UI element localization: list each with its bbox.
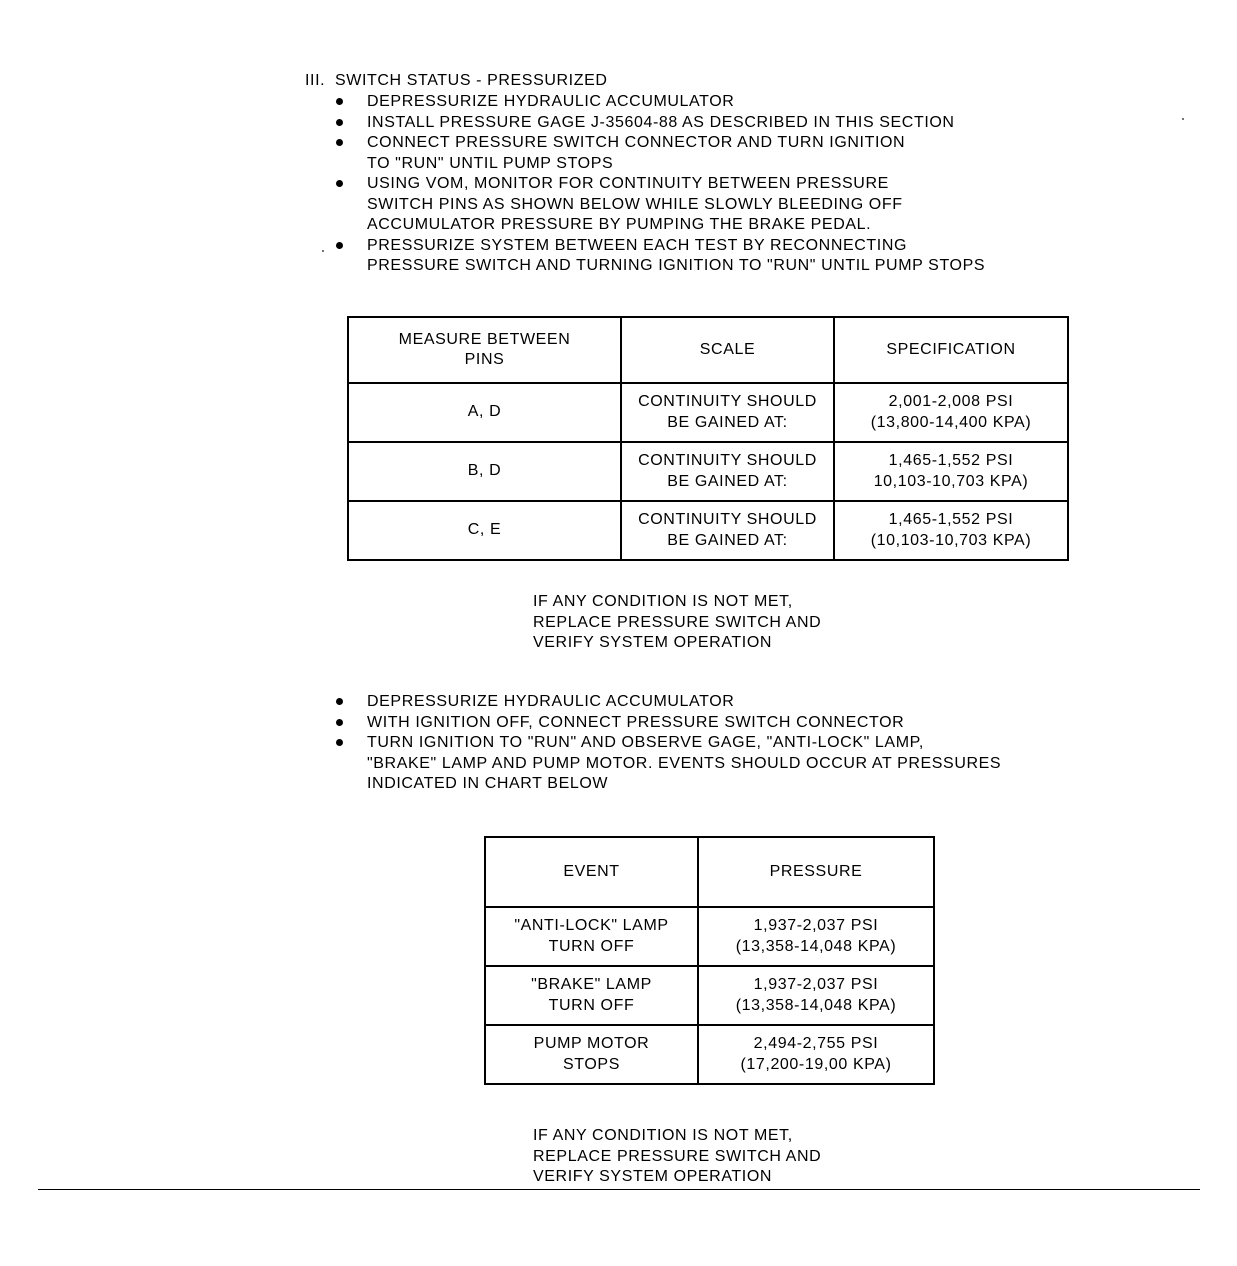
table-cell: CONTINUITY SHOULD BE GAINED AT: (621, 442, 834, 501)
table-cell: CONTINUITY SHOULD BE GAINED AT: (621, 383, 834, 442)
table-cell: C, E (348, 501, 621, 560)
step-text-line: PRESSURIZE SYSTEM BETWEEN EACH TEST BY RECONNECTING (367, 236, 908, 254)
scan-speck (322, 250, 324, 252)
step-text-line: INSTALL PRESSURE GAGE J-35604-88 AS DESCRIBED IN THIS SECTION (367, 113, 955, 131)
step-text-line: SWITCH PINS AS SHOWN BELOW WHILE SLOWLY BLEEDING OFF (367, 195, 903, 213)
list-item (336, 133, 985, 174)
section-title: SWITCH STATUS - PRESSURIZED (335, 72, 608, 89)
table-row (485, 1025, 934, 1084)
list-item (336, 113, 985, 134)
step-text-line: DEPRESSURIZE HYDRAULIC ACCUMULATOR (367, 693, 735, 710)
list-item (336, 236, 985, 277)
step-text-line: TO "RUN" UNTIL PUMP STOPS (367, 154, 614, 172)
pin-continuity-table (347, 316, 1069, 561)
table-cell: 1,937-2,037 PSI (13,358-14,048 KPA) (698, 907, 934, 966)
table-row (348, 383, 1068, 442)
column-header-event: EVENT (485, 837, 698, 907)
section-heading (305, 72, 608, 90)
table-cell: 1,465-1,552 PSI 10,103-10,703 KPA) (834, 442, 1068, 501)
table-row (485, 907, 934, 966)
procedure-steps-1 (336, 92, 985, 277)
table-cell: CONTINUITY SHOULD BE GAINED AT: (621, 501, 834, 560)
table-row (348, 442, 1068, 501)
bullet-icon (336, 242, 343, 249)
column-header-measure: MEASURE BETWEEN PINS (348, 317, 621, 383)
step-text-line: DEPRESSURIZE HYDRAULIC ACCUMULATOR (367, 93, 735, 110)
table-cell: 2,494-2,755 PSI (17,200-19,00 KPA) (698, 1025, 934, 1084)
list-item (336, 174, 985, 236)
section-number: III. (305, 72, 326, 89)
scan-speck (1182, 118, 1184, 120)
bullet-icon (336, 698, 343, 705)
table-row (348, 501, 1068, 560)
table-cell: 1,937-2,037 PSI (13,358-14,048 KPA) (698, 966, 934, 1025)
table-cell: "ANTI-LOCK" LAMP TURN OFF (485, 907, 698, 966)
step-text-line: USING VOM, MONITOR FOR CONTINUITY BETWEEN PRESSURE (367, 175, 889, 192)
table-row (485, 966, 934, 1025)
failure-note-1: IF ANY CONDITION IS NOT MET, REPLACE PRESSURE SWITCH AND VERIFY SYSTEM OPERATION (533, 593, 822, 651)
step-text-line: INDICATED IN CHART BELOW (367, 775, 609, 792)
bullet-icon (336, 739, 343, 746)
table-cell: 1,465-1,552 PSI (10,103-10,703 KPA) (834, 501, 1068, 560)
step-text-line: WITH IGNITION OFF, CONNECT PRESSURE SWITCH CONNECTOR (367, 713, 905, 731)
procedure-steps-2 (336, 692, 1001, 795)
list-item (336, 713, 1001, 734)
step-text-line: "BRAKE" LAMP AND PUMP MOTOR. EVENTS SHOULD OCCUR AT PRESSURES (367, 754, 1002, 772)
column-header-specification: SPECIFICATION (834, 317, 1068, 383)
bullet-icon (336, 719, 343, 726)
table-header-row (348, 317, 1068, 383)
step-text-line: CONNECT PRESSURE SWITCH CONNECTOR AND TURN IGNITION (367, 134, 906, 151)
bullet-icon (336, 180, 343, 187)
table-cell: B, D (348, 442, 621, 501)
list-item (336, 692, 1001, 713)
table-cell: A, D (348, 383, 621, 442)
step-text-line: TURN IGNITION TO "RUN" AND OBSERVE GAGE, "ANTI-LOCK" LAMP, (367, 734, 924, 751)
page-rule (38, 1189, 1200, 1190)
table-cell: 2,001-2,008 PSI (13,800-14,400 KPA) (834, 383, 1068, 442)
table-cell: PUMP MOTOR STOPS (485, 1025, 698, 1084)
bullet-icon (336, 98, 343, 105)
step-text-line: ACCUMULATOR PRESSURE BY PUMPING THE BRAKE PEDAL. (367, 216, 872, 233)
bullet-icon (336, 119, 343, 126)
failure-note-2: IF ANY CONDITION IS NOT MET, REPLACE PRESSURE SWITCH AND VERIFY SYSTEM OPERATION (533, 1127, 822, 1185)
event-pressure-table (484, 836, 935, 1085)
bullet-icon (336, 139, 343, 146)
list-item (336, 92, 985, 113)
table-header-row (485, 837, 934, 907)
column-header-pressure: PRESSURE (698, 837, 934, 907)
column-header-scale: SCALE (621, 317, 834, 383)
table-cell: "BRAKE" LAMP TURN OFF (485, 966, 698, 1025)
step-text-line: PRESSURE SWITCH AND TURNING IGNITION TO "RUN" UNTIL PUMP STOPS (367, 257, 986, 274)
list-item (336, 733, 1001, 795)
